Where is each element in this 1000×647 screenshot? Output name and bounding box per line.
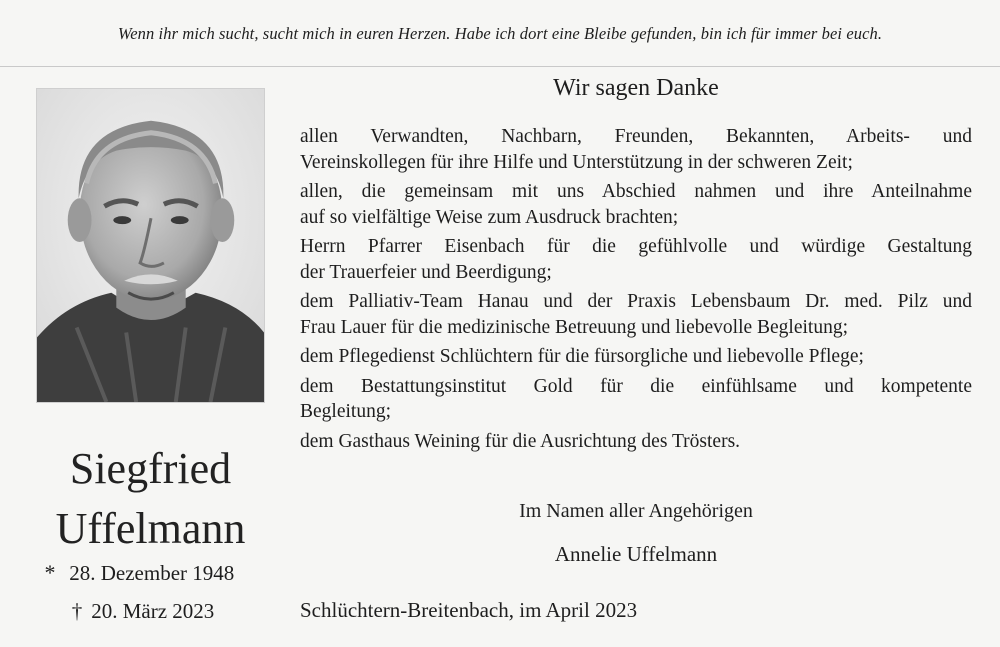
death-date-line bbox=[36, 598, 265, 624]
thanks-line: der Trauerfeier und Beerdigung; bbox=[300, 261, 552, 283]
thanks-line: dem Pflegedienst Schlüchtern für die fürsorgliche und liebevolle Pflege; bbox=[300, 346, 864, 367]
thanks-item bbox=[300, 179, 972, 230]
thanks-line: dem Palliativ-Team Hanau und der Praxis Lebensbaum Dr. med. Pilz und bbox=[300, 291, 972, 312]
thanks-line: dem Bestattungsinstitut Gold für die einfühlsame und kompetente bbox=[300, 375, 972, 397]
thanks-heading: Wir sagen Danke bbox=[553, 75, 719, 101]
deceased-last-name: Uffelmann bbox=[55, 504, 246, 553]
motto-quote: Wenn ihr mich sucht, sucht mich in euren Herzen. Habe ich dort eine Bleibe gefunden, bin ich für immer bei euch. bbox=[117, 24, 883, 43]
thanks-line: dem Gasthaus Weining für die Ausrichtung des Trösters. bbox=[300, 430, 741, 452]
thanks-line: allen, die gemeinsam mit uns Abschied nahmen und ihre Anteilnahme bbox=[300, 181, 972, 202]
signatory-name: Annelie Uffelmann bbox=[554, 542, 718, 566]
birth-date: 28. Dezember 1948 bbox=[69, 561, 235, 585]
thanks-item bbox=[300, 234, 972, 285]
thanks-line: auf so vielfältige Weise zum Ausdruck brachten; bbox=[300, 206, 679, 228]
death-date: 20. März 2023 bbox=[91, 599, 215, 623]
divider-line bbox=[0, 66, 1000, 67]
thanks-item bbox=[300, 429, 972, 455]
portrait-photo bbox=[36, 88, 265, 403]
thanks-line: Begleitung; bbox=[300, 401, 391, 422]
thanks-item bbox=[300, 124, 972, 175]
birth-date-line bbox=[36, 560, 265, 586]
thanks-list bbox=[300, 124, 972, 458]
death-cross-icon: † bbox=[71, 599, 83, 623]
on-behalf-line: Im Namen aller Angehörigen bbox=[519, 500, 753, 522]
thanks-line: Vereinskollegen für ihre Hilfe und Unterstützung in der schweren Zeit; bbox=[300, 151, 853, 173]
thanks-line: allen Verwandten, Nachbarn, Freunden, Bekannten, Arbeits- und bbox=[300, 126, 972, 147]
thanks-item bbox=[300, 374, 972, 425]
place-date: Schlüchtern-Breitenbach, im April 2023 bbox=[300, 598, 638, 622]
portrait-image bbox=[37, 89, 264, 402]
thanks-line: Herrn Pfarrer Eisenbach für die gefühlvolle und würdige Gestaltung bbox=[300, 236, 972, 257]
deceased-first-name: Siegfried bbox=[69, 444, 232, 493]
thanks-line: Frau Lauer für die medizinische Betreuung und liebevolle Begleitung; bbox=[300, 316, 848, 338]
thanks-item bbox=[300, 289, 972, 340]
thanks-item bbox=[300, 344, 972, 370]
birth-star-icon: * bbox=[44, 560, 56, 585]
